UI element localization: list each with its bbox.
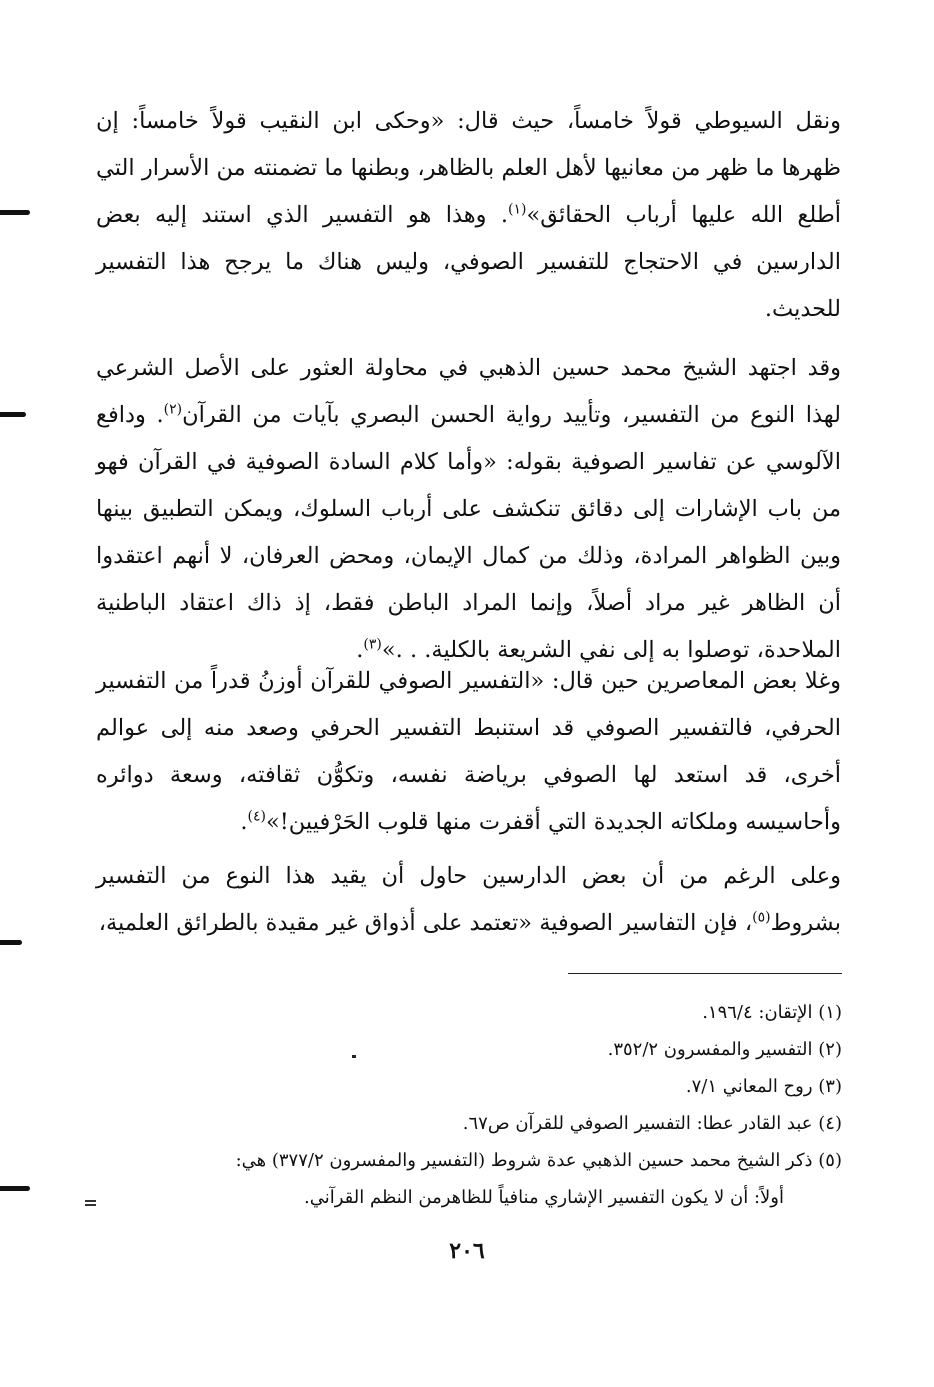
footnote-reference[interactable]: (٤) [247, 808, 266, 825]
footnote-reference[interactable]: (٥) [752, 909, 771, 926]
footnote-reference[interactable]: (٢) [163, 401, 183, 418]
footnote-5: (٥) ذكر الشيخ محمد حسين الذهبي عدة شروط (التفسير والمفسرون ٣٧٧/٢) هي: [235, 1150, 842, 1171]
scan-speck [352, 1055, 356, 1058]
scan-edge-mark [0, 1186, 30, 1191]
paragraph-text: وقد اجتهد الشيخ محمد حسين الذهبي في محاولة العثور على الأصل الشرعي لهذا النوع من التفسير، وتأييد رواية الحسن البصري بآيات من القرآن [96, 355, 842, 428]
paragraph-text: . [356, 637, 364, 663]
footnote-4: (٤) عبد القادر عطا: التفسير الصوفي للقرآن ص٦٧. [462, 1113, 842, 1134]
scan-edge-mark [0, 210, 30, 215]
footnote-separator [568, 973, 842, 974]
page-number: ٢٠٦ [449, 1238, 485, 1264]
scan-mark [85, 1200, 96, 1206]
paragraph-text: ، فإن التفاسير الصوفية «تعتمد على أذواق غير مقيدة بالطرائق العلمية، [98, 910, 753, 936]
paragraph-text: ونقل السيوطي قولاً خامساً، حيث قال: «وحكى ابن النقيب قولاً خامساً: إن ظهرها ما ظهر من معانيها لأهل العلم بالظاهر، وبطنها ما تضمنته من الأسرار التي أطلع الله عليها أرباب الحقائق» [96, 108, 841, 228]
paragraph-text: . وهذا هو التفسير الذي استند إليه بعض الدارسين في الاحتجاج للتفسير الصوفي، وليس هناك ما يرجح هذا التفسير للحديث. [96, 202, 841, 322]
paragraph-text: وغلا بعض المعاصرين حين قال: «التفسير الصوفي للقرآن أوزنُ قدراً من التفسير الحرفي، فالتفسير الصوفي قد استنبط التفسير الحرفي وصعد منه إلى عوالم أخرى، قد استعد لها الصوفي برياضة نفسه، وتكوُّن ثقافته، وسعة دوائره وأحاسيسه وملكاته الجديدة التي أقفرت منها قلوب الحَرْفيين!» [96, 668, 841, 835]
footnote-5-continuation: أولاً: أن لا يكون التفسير الإشاري منافياً للظاهرمن النظم القرآني. [304, 1187, 784, 1208]
paragraph-text: . [240, 809, 248, 835]
scan-edge-mark [0, 412, 26, 417]
paragraph-text: . ودافع الآلوسي عن تفاسير الصوفية بقوله: «وأما كلام السادة الصوفية في القرآن فهو من باب الإشارات إلى دقائق تنكشف على أرباب السلوك، ويمكن التطبيق بينها وبين الظواهر المرادة، وذلك من كمال الإيمان، ومحض العرفان، لا أنهم اعتقدوا أن الظاهر غير مراد أصلاً، وإنما المراد الباطن فقط، إذ ذاك اعتقاد الباطنية الملاحدة، توصلوا به إلى نفي الشريعة بالكلية. . .» [96, 402, 841, 663]
footnote-reference[interactable]: (١) [508, 201, 527, 218]
body-paragraph-3 [96, 658, 841, 846]
paragraph-text: وعلى الرغم من أن بعض الدارسين حاول أن يقيد هذا النوع من التفسير بشروط [96, 863, 841, 936]
body-paragraph-1 [96, 98, 841, 333]
footnote-2: (٢) التفسير والمفسرون ٣٥٢/٢. [607, 1039, 842, 1060]
body-paragraph-2 [96, 345, 841, 674]
footnote-3: (٣) روح المعاني ٧/١. [685, 1076, 842, 1097]
scan-edge-mark [0, 940, 22, 945]
footnote-reference[interactable]: (٣) [363, 636, 382, 653]
body-paragraph-4 [96, 853, 841, 947]
footnotes [150, 994, 842, 1216]
footnote-1: (١) الإتقان: ١٩٦/٤. [702, 1002, 842, 1023]
